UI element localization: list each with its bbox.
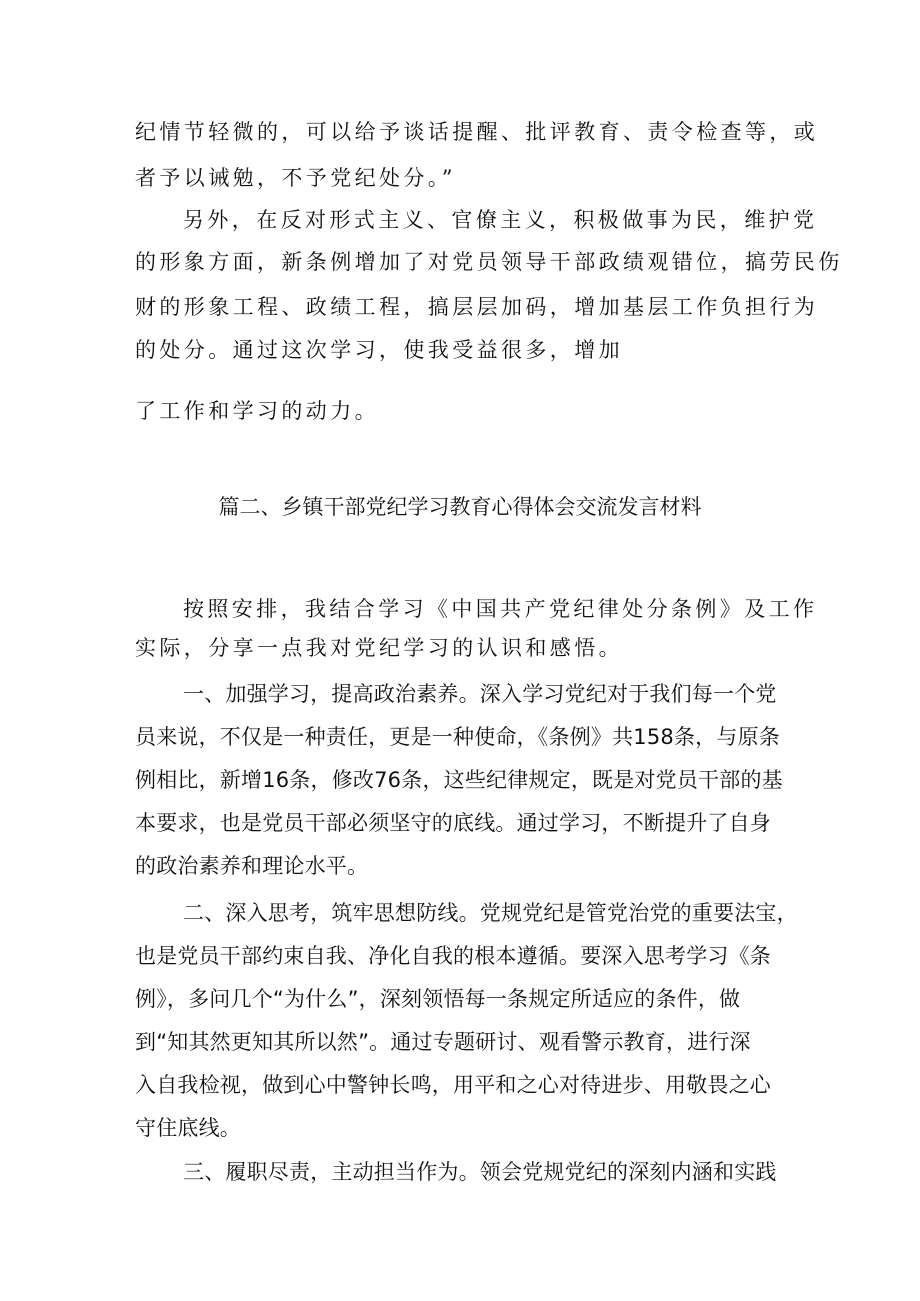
paragraph-line: 的政治素养和理论水平。 [135,854,369,878]
paragraph-line: 到“知其然更知其所以然”。通过专题研讨、观看警示教育，进行深 [135,1030,751,1054]
paragraph-line: 例相比，新增16条，修改76条，这些纪律规定，既是对党员干部的基 [135,768,783,792]
paragraph-line: 的处分。通过这次学习，使我受益很多，增加 [135,338,623,362]
paragraph-line: 了工作和学习的动力。 [135,399,379,423]
paragraph-line: 的形象方面，新条例增加了对党员领导干部政绩观错位，搞劳民伤 [135,250,843,274]
paragraph-line: 例》，多问几个“为什么”，深刻领悟每一条规定所适应的条件，做 [135,987,741,1011]
paragraph-line: 本要求，也是党员干部必须坚守的底线。通过学习，不断提升了自身 [135,811,771,835]
paragraph-line: 实际，分享一点我对党纪学习的认识和感悟。 [135,636,623,660]
paragraph-line: 入自我检视，做到心中警钟长鸣，用平和之心对待进步、用敬畏之心 [135,1073,771,1097]
paragraph-line: 守住底线。 [135,1116,241,1140]
paragraph-line: 员来说，不仅是一种责任，更是一种使命，《条例》共158条，与原条 [135,725,780,749]
section-title: 篇二、乡镇干部党纪学习教育心得体会交流发言材料 [218,495,702,519]
paragraph-line: 二、深入思考，筑牢思想防线。党规党纪是管党治党的重要法宝， [183,901,798,925]
paragraph-line: 一、加强学习，提高政治素养。深入学习党纪对于我们每一个党 [183,682,777,706]
paragraph-line: 三、履职尽责，主动担当作为。领会党规党纪的深刻内涵和实践 [183,1160,777,1184]
paragraph-line: 纪情节轻微的，可以给予谈话提醒、批评教育、责令检查等，或 [135,120,819,144]
paragraph-line: 也是党员干部约束自我、净化自我的根本遵循。要深入思考学习《条 [135,944,771,968]
paragraph-line: 按照安排，我结合学习《中国共产党纪律处分条例》及工作 [183,597,818,621]
paragraph-line: 者予以诫勉，不予党纪处分。” [135,166,456,190]
paragraph-line: 财的形象工程、政绩工程，搞层层加码，增加基层工作负担行为 [135,295,819,319]
paragraph-line: 另外，在反对形式主义、官僚主义，积极做事为民，维护党 [183,208,818,232]
